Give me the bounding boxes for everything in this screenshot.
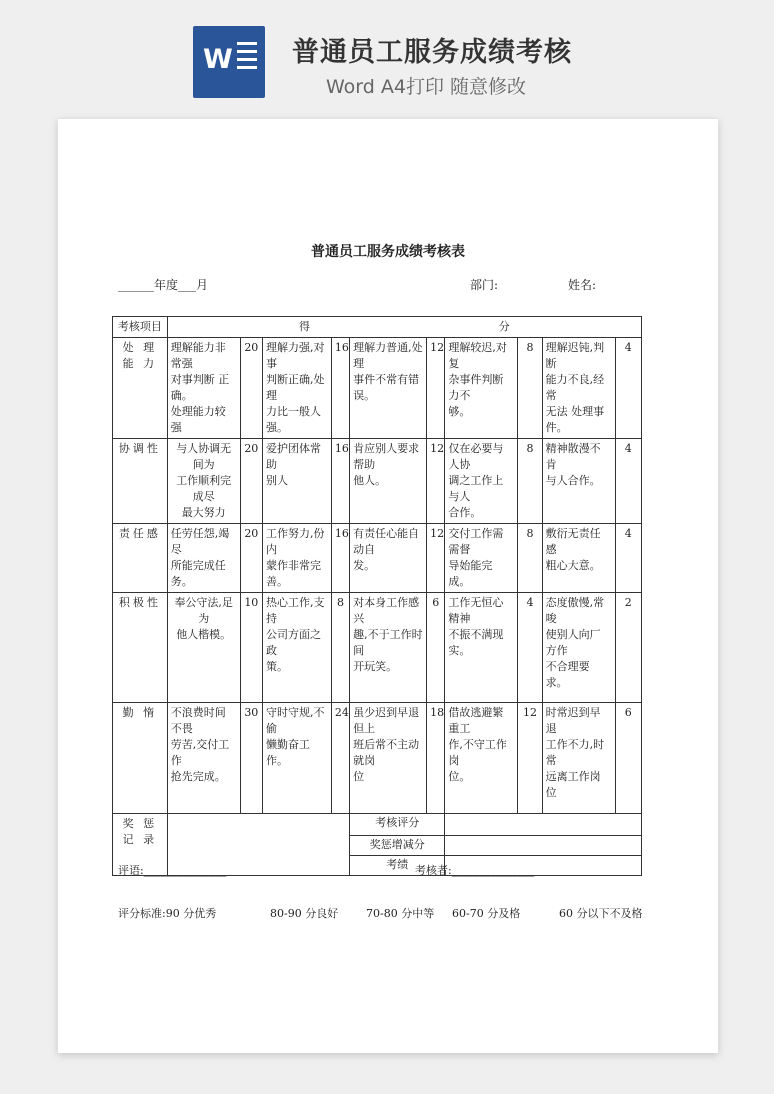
criterion-score: 12 bbox=[427, 524, 445, 593]
criterion-description: 理解迟钝,判断 能力不良,经常 无法 处理事件。 bbox=[542, 338, 615, 439]
criterion-description: 理解力强,对事 判断正确,处理 力比一般人强。 bbox=[262, 338, 331, 439]
criterion-description: 任劳任怨,竭尽 所能完成任务。 bbox=[167, 524, 240, 593]
criterion-description: 借故逃避繁重工 作,不守工作岗 位。 bbox=[445, 703, 518, 814]
table-row bbox=[113, 703, 642, 814]
criterion-description: 热心工作,支持 公司方面之政 策。 bbox=[262, 593, 331, 703]
department-label: 部门: bbox=[470, 278, 499, 292]
criterion-label: 处 理 能 力 bbox=[113, 338, 168, 439]
criterion-score: 8 bbox=[518, 439, 542, 524]
reviewer-label: 考核者: bbox=[415, 864, 452, 877]
criterion-score: 6 bbox=[615, 703, 641, 814]
criterion-score: 12 bbox=[518, 703, 542, 814]
criterion-description: 与人协调无间为 工作顺利完成尽 最大努力 bbox=[167, 439, 240, 524]
bonus-label: 奖 惩 记 录 bbox=[113, 814, 168, 876]
table-row bbox=[113, 338, 642, 439]
standard-average: 70-80 分中等 bbox=[366, 907, 435, 920]
banner-subtitle: Word A4打印 随意修改 bbox=[326, 76, 527, 98]
banner-title: 普通员工服务成绩考核 bbox=[292, 37, 572, 68]
comment-line: _______________ bbox=[143, 864, 227, 877]
standard-good: 80-90 分良好 bbox=[270, 907, 339, 920]
criterion-description: 工作无恒心精神 不振不满现实。 bbox=[445, 593, 518, 703]
criterion-score: 2 bbox=[615, 593, 641, 703]
criterion-score: 8 bbox=[331, 593, 349, 703]
table-row bbox=[113, 524, 642, 593]
criterion-description: 时常迟到早 退 工作不力,时常 远离工作岗位 bbox=[542, 703, 615, 814]
criterion-score: 4 bbox=[518, 593, 542, 703]
criterion-label: 积极性 bbox=[113, 593, 168, 703]
criterion-score: 8 bbox=[518, 338, 542, 439]
criterion-score: 18 bbox=[427, 703, 445, 814]
criterion-score: 16 bbox=[331, 439, 349, 524]
criterion-score: 16 bbox=[331, 338, 349, 439]
criterion-description: 态度傲慢,常唆 使别人向厂方作 不合理要求。 bbox=[542, 593, 615, 703]
reviewer-line: _______________ bbox=[451, 864, 535, 877]
criterion-score: 8 bbox=[518, 524, 542, 593]
criterion-description: 理解较迟,对复 杂事件判断力不 够。 bbox=[445, 338, 518, 439]
year-month-field: ______年度___月 bbox=[118, 278, 209, 292]
table-row bbox=[113, 593, 642, 703]
criterion-score: 12 bbox=[427, 338, 445, 439]
word-icon-lines bbox=[237, 42, 257, 74]
summary-label: 考绩 bbox=[350, 856, 445, 876]
criterion-description: 肯应别人要求帮助 他人。 bbox=[350, 439, 427, 524]
word-document-icon bbox=[193, 26, 265, 98]
summary-label: 奖惩增减分 bbox=[350, 836, 445, 856]
criterion-score: 20 bbox=[240, 338, 262, 439]
word-icon-letter: W bbox=[203, 44, 233, 75]
criterion-description: 奉公守法,足为 他人楷模。 bbox=[167, 593, 240, 703]
table-header-row bbox=[113, 317, 642, 338]
criterion-description: 对本身工作感兴 趣,不于工作时间 开玩笑。 bbox=[350, 593, 427, 703]
criterion-score: 12 bbox=[427, 439, 445, 524]
criterion-score: 30 bbox=[240, 703, 262, 814]
criterion-description: 理解能力非常强 对事判断 正确。 处理能力较强 bbox=[167, 338, 240, 439]
banner bbox=[0, 0, 774, 110]
comment-label: 评语: bbox=[118, 864, 144, 877]
criterion-description: 不浪费时间不畏 劳苦,交付工作 抢先完成。 bbox=[167, 703, 240, 814]
criterion-description: 仅在必要与人协 调之工作上与人 合作。 bbox=[445, 439, 518, 524]
criterion-description: 交付工作需需督 导始能完成。 bbox=[445, 524, 518, 593]
criterion-description: 爱护团体常助 别人 bbox=[262, 439, 331, 524]
criterion-description: 敷衍无责任感 粗心大意。 bbox=[542, 524, 615, 593]
header-item-cell: 考核项目 bbox=[113, 317, 168, 338]
criterion-score: 4 bbox=[615, 524, 641, 593]
comment-area bbox=[118, 862, 226, 878]
document-title: 普通员工服务成绩考核表 bbox=[311, 244, 465, 260]
standard-excellent: 评分标准:90 分优秀 bbox=[118, 907, 217, 920]
criterion-score: 6 bbox=[427, 593, 445, 703]
criterion-score: 20 bbox=[240, 439, 262, 524]
name-label: 姓名: bbox=[568, 278, 597, 292]
criterion-description: 有责任心能自动自 发。 bbox=[350, 524, 427, 593]
criterion-score: 10 bbox=[240, 593, 262, 703]
criterion-label: 勤 惰 bbox=[113, 703, 168, 814]
document-page bbox=[58, 119, 718, 1053]
standard-pass: 60-70 分及格 bbox=[452, 907, 521, 920]
assessment-table bbox=[112, 316, 642, 876]
table-row bbox=[113, 439, 642, 524]
standard-fail: 60 分以下不及格 bbox=[559, 907, 643, 920]
summary-value bbox=[445, 814, 642, 836]
reviewer-area bbox=[415, 862, 534, 878]
criterion-score: 4 bbox=[615, 338, 641, 439]
criterion-score: 4 bbox=[615, 439, 641, 524]
header-score-cell: 得 分 bbox=[167, 317, 641, 338]
criterion-label: 责任感 bbox=[113, 524, 168, 593]
criterion-description: 理解力普通,处理 事件不常有错误。 bbox=[350, 338, 427, 439]
criterion-description: 虽少迟到早退但上 班后常不主动就岗 位 bbox=[350, 703, 427, 814]
summary-label: 考核评分 bbox=[350, 814, 445, 836]
criterion-score: 16 bbox=[331, 524, 349, 593]
summary-value bbox=[445, 836, 642, 856]
criterion-score: 24 bbox=[331, 703, 349, 814]
criterion-description: 工作努力,份内 蒙作非常完善。 bbox=[262, 524, 331, 593]
criterion-description: 精神散漫不肯 与人合作。 bbox=[542, 439, 615, 524]
summary-row bbox=[113, 814, 642, 836]
criterion-description: 守时守规,不偷 懒勤奋工作。 bbox=[262, 703, 331, 814]
criterion-score: 20 bbox=[240, 524, 262, 593]
criterion-label: 协调性 bbox=[113, 439, 168, 524]
